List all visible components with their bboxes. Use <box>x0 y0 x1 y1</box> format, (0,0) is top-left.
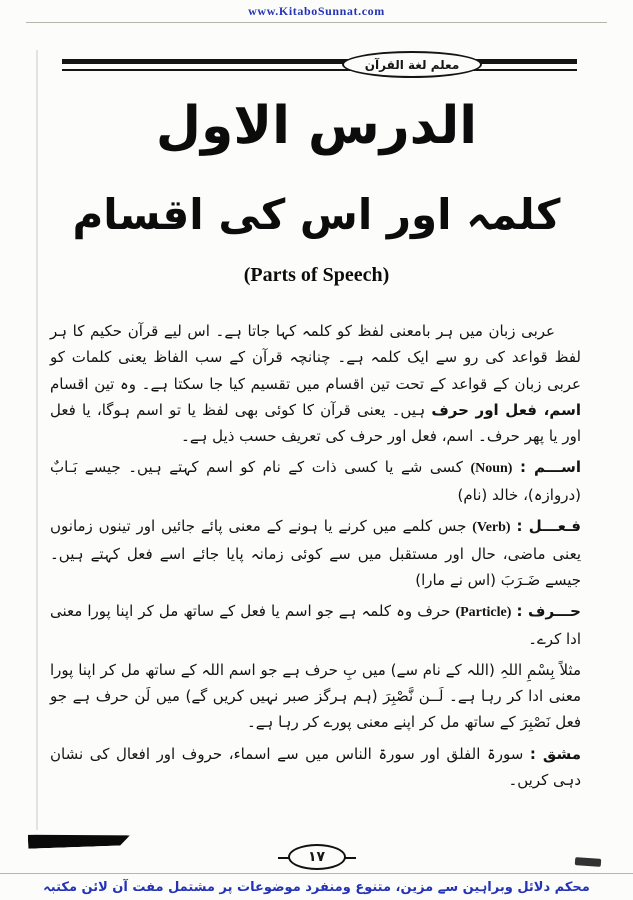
intro-bold-terms: اسم، فعل اور حرف <box>431 400 581 419</box>
scan-ink-artifact <box>28 831 130 849</box>
intro-text-a: عربی زبان میں ہر بامعنی لفظ کو کلمہ کہا جاتا ہے۔ اس لیے قرآن حکیم کا ہر لفظ قواعد کی رو سے ایک کلمہ ہے۔ چنانچہ قرآن کے سب الفاظ یعنی کلمات کو عربی زبان کے قواعد کے تحت تین اقسام میں تقسیم کیا جا سکتا ہے۔ وہ تین اقسام <box>50 322 581 393</box>
term-verb-definition: جس کلمے میں کرنے یا ہونے کے معنی پائے جائیں اور تینوں زمانوں یعنی ماضی، حال اور مستقبل میں سے کوئی زمانہ پایا جائے اسے فعل کہتے ہیں۔ جیسے ضَـرَبَ (اس نے مارا) <box>50 517 581 589</box>
top-divider <box>26 22 607 23</box>
exercise-text: سورۃ الفلق اور سورۃ الناس میں سے اسماء، حروف اور افعال کی نشان دہی کریں۔ <box>50 744 581 789</box>
body-text <box>50 318 581 798</box>
example-paragraph: مثلاً بِسْمِ اللہِ (اللہ کے نام سے) میں بِ حرف ہے جو اسم اللہ کے ساتھ مل کر اپنا پورا معنی ادا کر رہا ہے۔ لَــن نَّصْبِرَ (ہم ہرگز صبر نہیں کریں گے) میں لَن حرف ہے جو فعل نَصْبِرَ کے ساتھ مل کر اپنے معنی پورے کر رہا ہے۔ <box>50 660 581 732</box>
term-noun <box>50 454 581 508</box>
lesson-title: الدرس الاول <box>155 96 478 156</box>
footer-text: محکم دلائل وبراہین سے مزین، متنوع ومنفرد موضوعات پر مشتمل مفت آن لائن مکتبہ <box>0 873 633 900</box>
page-number-value: ۱۷ <box>307 849 326 865</box>
english-subtitle: (Parts of Speech) <box>243 264 390 286</box>
term-verb <box>50 513 581 593</box>
cartouche-title: معلم لغة القرآن <box>364 57 460 72</box>
intro-paragraph <box>50 318 581 449</box>
term-particle <box>50 598 581 652</box>
term-verb-label: فـعـــل : <box>516 517 581 535</box>
term-particle-label: حـــرف : <box>516 602 581 620</box>
exercise-paragraph <box>50 741 581 794</box>
intro-text-b: ہیں۔ یعنی قرآن کا کوئی بھی لفظ یا تو اسم ہوگا، یا فعل اور یا پھر حرف۔ اسم، فعل اور حرف کی تعریف حسب ذیل ہے۔ <box>50 400 581 445</box>
scan-gutter-artifact <box>36 50 38 830</box>
header-rule-thick <box>62 59 577 64</box>
term-noun-label: اســـم : <box>519 458 581 477</box>
page-number <box>288 844 346 870</box>
term-verb-english: (Verb) <box>472 520 511 535</box>
term-noun-definition: کسی شے یا کسی ذات کے نام کو اسم کہتے ہیں۔ جیسے بَـابٌ (دروازہ)، خالد (نام) <box>50 458 581 504</box>
topic-title: کلمہ اور اس کی اقسام <box>72 190 561 239</box>
exercise-label: مشق : <box>529 744 581 763</box>
term-particle-english: (Particle) <box>455 605 512 620</box>
header-rule-thin <box>62 69 577 71</box>
term-noun-english: (Noun) <box>470 461 513 477</box>
term-particle-definition: حرف وہ کلمہ ہے جو اسم یا فعل کے ساتھ مل کر اپنا پورا معنی ادا کرے۔ <box>50 602 581 648</box>
header-band <box>62 50 577 80</box>
scan-corner-artifact <box>575 857 601 867</box>
header-cartouche <box>342 51 482 78</box>
watermark-url: www.KitaboSunnat.com <box>248 4 385 18</box>
